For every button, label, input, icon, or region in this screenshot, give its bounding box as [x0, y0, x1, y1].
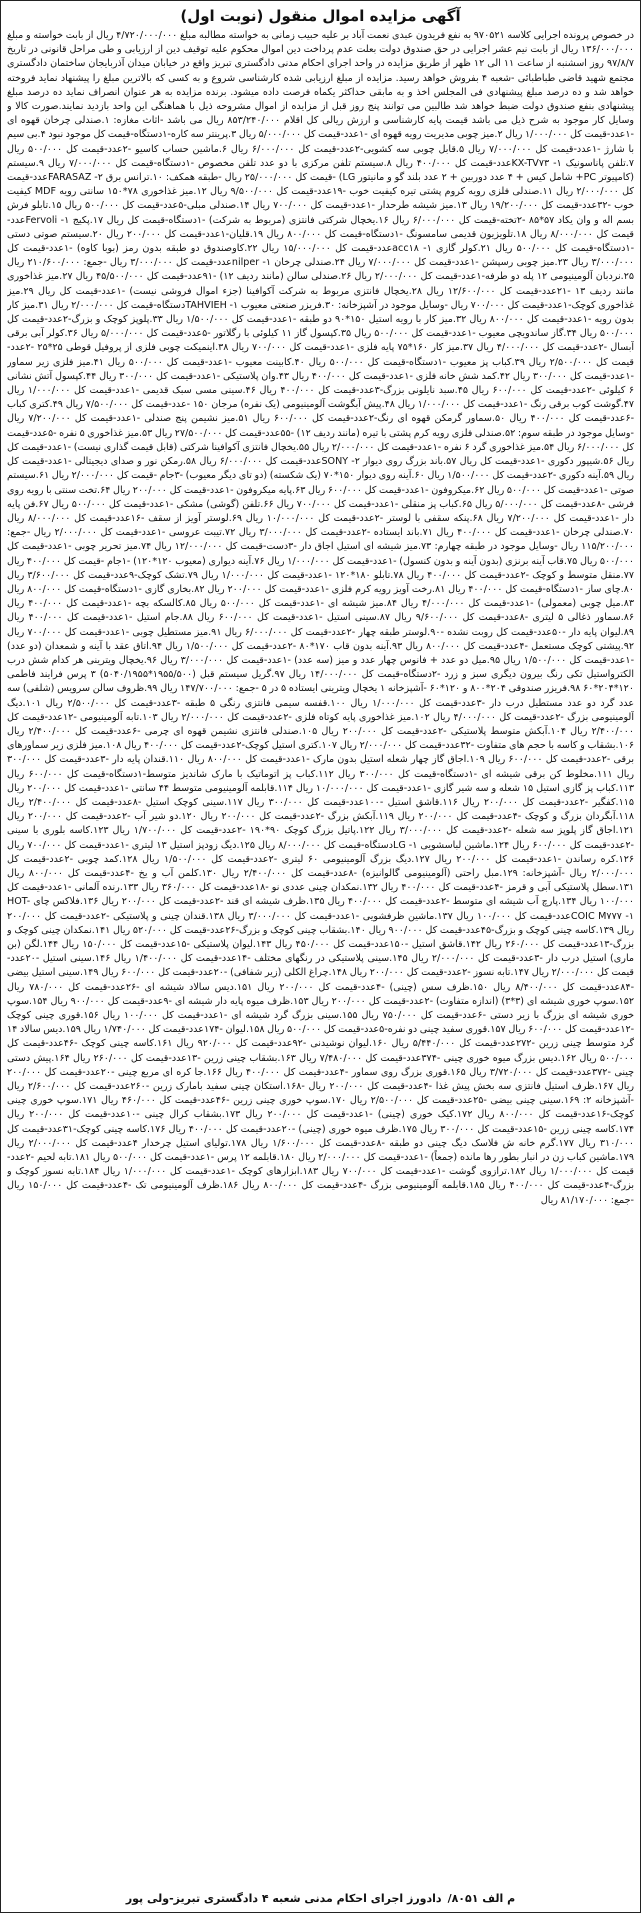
notice-signature: دادورز اجرای احکام مدنی شعبه ۴ دادگستری تبریز-ولی پور	[125, 1891, 442, 1905]
notice-header	[7, 5, 634, 27]
notice-body	[7, 29, 634, 1886]
notice-footer	[7, 1888, 634, 1908]
notice-title: آگهی مزایده اموال منقول (نوبت اول)	[180, 7, 461, 25]
notice-paragraph: در خصوص پرونده اجرایی کلاسه ۹۷۰۵۲۱ به نفع فریدون عبدی نعمت آباد بر علیه حبیب زمانی به خواسته مطالبه مبلغ ۴/۷۲۰/۰۰۰/۰۰۰ ریال از بابت خواسته و مبلغ ۱۳۶/۰۰۰/۰۰۰ ریال از بابت نیم عشر اجرایی در حق صندوق دولت بعلت عدم پرداخت دین اموال محکوم علیه توقیف دین از ارزیابی و طی مراحل قانونی در تاریخ ۹۷/۸/۷ روز اسشنبه از ساعت ۱۱ الی ۱۲ ظهر از طریق مزایده در واحد اجرای احکام مدنی دادگستری تبریز واقع در خیابان میدان آذربایجان ساختمان دادگستری مجتمع شهید قاضی طباطبائی -شعبه ۴ بفروش خواهد رسید. مزایده از مبلغ ارزیابی شده کارشناسی شروع و به کسی که بالاترین مبلغ را پیشنهاد نماید فروخته خواهد شد و ده درصد مبلغ پیشنهادی فی المجلس اخذ و به مابقی حداکثر یکماه فرصت داده میشود. برنده مزایده به هر عنوان انصراف نماید ده درصد مبلغ پیشنهادی بنفع صندوق دولت ضبط خواهد شد طالبین می توانند پنج روز قبل از مزایده از اموال مشروحه ذیل با هماهنگی این واحد بازدید نمایند.صورت کالا و وسایل کار موجود به شرح ذیل می باشد قیمت پایه کارشناسی و ارزش ریالی کل اقلام ۸۵۳/۲۴۰/۰۰۰ ریال می باشد -اثاث مغازه: ۱.صندلی چرخان قهوه ای -۱عدد-قیمت کل ۱/۰۰۰/۰۰۰ ریال ۲.میز چوبی مدیریت رویه قهوه ای -۱عدد-قیمت کل ۵/۰۰۰/۰۰۰ ریال ۳.پرینتر سه کاره-۱دستگاه-قیمت کل موجود نبود ۴.بی سیم با شارژ -۱عدد-قیمت کل ۷/۰۰۰/۰۰۰ ریال ۵.قابل چوبی سه کشویی-۲عدد-قیمت کل ۶/۰۰۰/۰۰۰ ریال ۶.ماشین حساب کاسیو -۲عدد-قیمت کل ۵۰۰/۰۰۰ ریال ۷.تلفن پاناسونیک KX-TV۷۳ -۱عدد-قیمت کل ۴۰۰/۰۰۰ ریال ۸.سیستم تلفن مرکزی با دو عدد تلفن مخصوص -۱دستگاه-قیمت کل ۷/۰۰۰/۰۰۰ ریال ۹.سیستم (کامپیوتر PC+ شامل کیس + ۴ عدد دوربین + ۲ عدد بلند گو و مانیتور LG) -قیمت کل ۲۵/۰۰۰/۰۰۰ ریال -طبقه همکف: ۱۰.ترانس برق FARASAZ -۲عدد-قیمت کل ۲/۰۰۰/۰۰۰ ریال ۱۱.صندلی فلزی رویه کروم پشتی تیره کیفیت خوب -۱۹عدد-قیمت کل ۹/۵۰۰/۰۰۰ ریال ۱۲.میز غذاخوری ۷۸*۱۵۰ سانتی رویه MDF کیفیت خوب -۳۲عدد-قیمت کل ۱۹/۲۰۰/۰۰۰ ریال ۱۳.میز شیشه طرحدار -۱عدد-قیمت کل ۷۰۰/۰۰۰ ریال ۱۴.صندلی مبلی-۵عدد-قیمت کل ۵۰۰/۰۰۰ ریال ۱۵.تابلو فرش بسم اله و وان یکاد ۵۷*۸۵ -۲تخته-قیمت کل ۶/۰۰۰/۰۰۰ ریال ۱۶.یخچال شرکتی فانتزی (مربوط به شرکت) -۱دستگاه-قیمت کل ریال ۱۷.پکیج Fervoli -۱عدد-قیمت کل ۸/۰۰۰/۰۰۰ ریال ۱۸.تلویزیون قدیمی سامسونگ -۱دستگاه-قیمت کل ۸۰۰/۰۰۰ ریال ۱۹.قلیان-۱عدد-قیمت کل ۲۰۰/۰۰۰ ریال ۲۰.سیستم صوتی دستی -۱دستگاه-قیمت کل ۵۰۰/۰۰۰ ریال ۲۱.کولر گازی acc۱۸ -۱عدد-قیمت کل ۱۵/۰۰۰/۰۰۰ ریال ۲۲.کاوصندوق دو طبقه بدون رمز (بوبا کاوه) -۱عدد-قیمت کل ۳/۰۰۰/۰۰۰ ریال ۲۳.میز چوبی رسپشن -۱عدد-قیمت کل ۷/۰۰۰/۰۰۰ ریال ۲۴.صندلی چرخان nilper -۱عدد-قیمت کل ۳/۰۰۰/۰۰۰ ریال -جمع: ۲۱۰/۶۰۰/۰۰۰ ریال ۲۵.نردبان آلومینیومی ۱۲ پله دو طرفه-۱عدد-قیمت کل ۲/۰۰۰/۰۰۰ ریال ۲۶.صندلی سالن (مانند ردیف ۱۲) -۹۱عدد-قیمت کل ۴۵/۵۰۰/۰۰۰ ریال ۲۷.میز غذاخوری مانند ردیف ۱۳ -۲۱عدد-قیمت کل ۱۲/۶۰۰/۰۰۰ ریال ۲۸.یخچال فانتزی مربوط به شرکت آکوافینا (جزء اموال فروشی نیست) -۱عدد-قیمت کل ریال ۲۹.میز غذاخوری کوچک-۱عدد-قیمت کل ۷۰۰/۰۰۰ ریال -وسایل موجود در آشپزخانه: ۳۰.فریزر صنعتی معیوب TAHVIEH -۱دستگاه-قیمت کل ۲/۰۰۰/۰۰۰ ریال ۳۱.میز کار بدون رویه -۱عدد-قیمت کل ۸۰۰/۰۰۰ ریال ۳۲.میز کار با رویه استیل ۱۵۰*۹۰ دو طبقه -۱عدد-قیمت کل ۱/۵۰۰/۰۰۰ ریال ۳۳.پلوپز کوچک و بزرگ-۲عدد-قیمت کل ۵۰۰/۰۰۰ ریال ۳۴.گاز ساندویچی معیوب -۱عدد-قیمت کل ۵۰۰/۰۰۰ ریال ۳۵.کپسول گاز ۱۱ کیلوئی با رگلاتور -۵عدد-قیمت کل ۵/۰۰۰/۰۰۰ ریال ۳۶.کولر آبی برقی آبسال -۲عدد-قیمت کل ۴/۰۰۰/۰۰۰ ریال ۳۷.میز کار ۱۶۰*۷۵ پایه فلزی -۱عدد-قیمت کل ۷۰۰/۰۰۰ ریال ۳۸.اینمیکت چوبی فلزی از پروفیل قوطی ۲۵*۲۵ -۲عدد-قیمت کل ۲/۵۰۰/۰۰۰ ریال ۳۹.کباب پز معیوب -۱دستگاه-قیمت کل ۵۰۰/۰۰۰ ریال ۴۰.کابینت معیوب -۱عدد-قیمت کل ۵۰۰/۰۰۰ ریال ۴۱.میز فلزی زیر سماور -۱عدد-قیمت کل ۳۰۰/۰۰۰ ریال ۴۲.کمد شش خانه فلزی -۱عدد-قیمت کل ۴۰۰/۰۰۰ ریال ۴۳.وان پلاستیکی -۱عدد-قیمت کل ۳۰۰/۰۰۰ ریال ۴۴.کپسول آتش نشانی ۶ کیلوئی -۲عدد-قیمت کل ۶۰۰/۰۰۰ ریال ۴۵.سبد نایلونی بزرگ-۳عدد-قیمت کل ۴۰۰/۰۰۰ ریال ۴۶.سینی مسی سبک قدیمی -۱عدد-قیمت کل ۱/۰۰۰/۰۰۰ ریال ۴۷.گوشت کوب برقی رنگ -۱عدد-قیمت کل ۱/۰۰۰/۰۰۰ ریال ۴۸.پیش آبگوشت آلومینیومی (یک نفره) مرجان ۱۵۰ -عدد-قیمت کل ۷/۵۰۰/۰۰۰ ریال ۴۹.کتری کباب -۶عدد-قیمت کل ۴۰۰/۰۰۰ ریال ۵۰.سماور گرمکن قهوه ای رنگ-۲عدد-قیمت کل ۶۰۰/۰۰۰ ریال ۵۱.میز نشیمن پنج صندلی -۱عدد-قیمت کل ۷/۲۰۰/۰۰۰ ریال -وسایل موجود در طبقه سوم: ۵۲.صندلی فلزی رویه کرم پشتی با تیره (مانند ردیف ۱۲) -۵۵عدد-قیمت کل ۲۷/۵۰۰/۰۰۰ ریال ۵۳.میز غذاخوری ۵ نفره -۵عدد-قیمت کل ۶/۰۰۰/۰۰۰ ریال ۵۴.میز غذاخوری گرد ۶ نفره -۱عدد-قیمت کل ۲/۰۰۰/۰۰۰ ریال ۵۵.یخچال فانتزی آکوافینا شرکتی (قابل قیمت گذاری نیست) -۱عدد-قیمت کل ریال ۵۶.شیپور دکوری -۱عدد-قیمت کل ریال ۵۷.باند بزرگ روی دیوار SONY -۲عدد-قیمت کل ۶/۰۰۰/۰۰۰ ریال ۵۸.رمکن نور و صدای دیجیتالی -۱عدد-قیمت کل ریال ۵۹.آینه دکوری -۲عدد-قیمت کل ۱/۵۰۰/۰۰۰ ریال ۶۰.آینه روی دیوار ۱۵۰*۷۰ (یک شکسته) (دو تای دیگر معیوب) -۳جام -قیمت کل ۲/۰۰۰/۰۰۰ ریال ۶۱.سیستم صوتی -۱عدد-قیمت کل ۵۰۰/۰۰۰ ریال ۶۲.میکروفون -۱عدد-قیمت کل ۶۰۰/۰۰۰ ریال ۶۳.پایه میکروفون -۱عدد-قیمت کل ۲۰۰/۰۰۰ ریال ۶۴.تخت سنتی با رویه روی فرشی -۸عدد-قیمت کل ۵/۰۰۰/۰۰۰ ریال ۶۵.کباب پز منقلی -۱عدد-قیمت کل ۷۰۰/۰۰۰ ریال ۶۶.تلفن (گوشی) مشکی -۱عدد-قیمت کل ۵۰۰/۰۰۰ ریال ۶۷.فن پایه دار -۱عدد-قیمت کل ۷/۲۰۰/۰۰۰ ریال ۶۸.پنکه سقفی با لوستر -۲عدد-قیمت کل ۱۰/۰۰۰/۰۰۰ ریال ۶۹.لوستر آویز از سقف -۱۶عدد-قیمت کل ۸/۰۰۰/۰۰۰ ریال ۷۰.صندلی چرخان -۱عدد-قیمت کل ۴۰۰/۰۰۰ ریال ۷۱.باند ایستاده -۲عدد-قیمت کل ۳/۰۰۰/۰۰۰ ریال ۷۲.تیبت عروسی -۱عدد-قیمت کل ۲/۰۰۰/۰۰۰ ریال -جمع: ۱۱۵/۲۰۰/۰۰۰ ریال -وسایل موجود در طبقه چهارم: ۷۳.میز شیشه ای استیل اجاق دار -۳دست-قیمت کل ۱۲/۰۰۰/۰۰۰ ریال ۷۴.میز تحریر چوبی -۱عدد-قیمت کل ۵۰۰/۰۰۰ ریال ۷۵.قاب آینه برنزی (بدون آینه و بدون کنسول) -۱عدد-قیمت کل ۱/۰۰۰/۰۰۰ ریال ۷۶.آینه دیواری (معیوب ۱۲۰*۱۲۰) -۱جام -قیمت کل ۴۰۰/۰۰۰ ریال ۷۷.منقل متوسط و کوچک -۲عدد-قیمت کل ۴۰۰/۰۰۰ ریال ۷۸.تابلو ۱۸۰*۱۲۰ -۱عدد-قیمت کل ۱/۰۰۰/۰۰۰ ریال ۷۹.تشک کوچک-۹عدد-قیمت کل ۳/۶۰۰/۰۰۰ ریال ۸۰.چای ساز -۱دستگاه-قیمت کل ۴۰۰/۰۰۰ ریال ۸۱.رخت آویز رویه کرم فلزی -۱عدد-قیمت کل ۲۰۰/۰۰۰ ریال ۸۲.بخاری گازی -۱دستگاه-قیمت کل ۸۰۰/۰۰۰ ریال ۸۳.میل چوبی (معمولی) -۱عدد-قیمت کل ۴/۰۰۰/۰۰۰ ریال ۸۴.میز شیشه ای -۱عدد-قیمت کل ۵۰۰/۰۰۰ ریال ۸۵.کالسکه بچه -۱عدد-قیمت کل ۴۰۰/۰۰۰ ریال ۸۶.سماور ذغالی ۵ لیتری -۸عدد-قیمت کل ۹/۶۰۰/۰۰۰ ریال ۸۷.سینی استیل -۱عدد-قیمت کل ۶۰۰/۰۰۰ ریال ۸۸.جام استیل -۱عدد-قیمت کل ۴۰۰/۰۰۰ ریال ۸۹.لیوان پایه دار -۵۰عدد-قیمت کل روبت نشده -۹۰.لوستر طبقه چهار -۲عدد-قیمت کل ۶/۰۰۰/۰۰۰ ریال ۹۱.میز مستطیل چوبی -۱عدد-قیمت کل ۷۰۰/۰۰۰ ریال ۹۲.پیشتی کوچک مستعمل -۴عدد-قیمت کل ۸۰۰/۰۰۰ ریال ۹۳.آینه بدون قاب ۱۷۰*۸۰ -۲عدد-قیمت کل ۱/۵۰۰/۰۰۰ ریال ۹۴.اتاق عقد با آینه و شمعدان (دو عدد) -۱عدد-قیمت کل ۱/۵۰۰/۰۰۰ ریال ۹۵.میل دو عدد + فانوس چهار عدد و میز (سه عدد) -۱عدد-قیمت کل ۳/۰۰۰/۰۰۰ ریال ۹۶.یخچال ویترینی هر کدام شش درب الکترواستیل تکی رنگ بیرون دیگری سبز و زرد -۲دستگاه-قیمت کل ۱۴/۰۰۰/۰۰۰ ریال ۹۷.گریل سیستم قبل (۱۹۵۵/۵۰۰*۵۰۴۰/۱۹۵۵) ۳ پرس فرایند فاطمی ۱۲۰*۲۰۴*۶۰ ۹۸.فریزر صندوقی ۲۰۴*۸۰۰ و ۱۲۰*۶۰ -آشپزخانه ۱ یخچال ویترینی ایستاده ۵ در ۵ -جمع: ۱۴۷/۷۰۰/۰۰۰ ریال ۹۹.ظروف سالن سرویس (شلفی) سه عدد گرد دو عدد مستطیل درب دار -۳عدد-قیمت کل ۱/۰۰۰/۰۰۰ ریال ۱۰۰.قفسه سیمی فانتزی رنگی ۵ طبقه -۳عدد-قیمت کل ۲/۵۰۰/۰۰۰ ریال ۱۰۱.دیگ آلومینیومی بزرگ -۲عدد-قیمت کل ۴/۰۰۰/۰۰۰ ریال ۱۰۲.میز غذاخوری پایه کوتاه فلزی -۲عدد-قیمت کل ۲/۰۰۰/۰۰۰ ریال ۱۰۳.تابه آلومینیومی -۱۲عدد-قیمت کل ۲/۴۰۰/۰۰۰ ریال ۱۰۴.آبکش متوسط پلاستیکی -۲عدد-قیمت کل ۲۰۰/۰۰۰ ریال ۱۰۵.صندلی فانتزی نشیمن قهوه ای چرمی -۶عدد-قیمت کل ۲/۴۰۰/۰۰۰ ریال ۱۰۶.بشقاب و کاسه با حجم های متفاوت -۳۲عدد-قیمت کل ۲/۰۰۰/۰۰۰ ریال ۱۰۷.کتری استیل کوچک-۲عدد-قیمت کل ۴۰۰/۰۰۰ ریال ۱۰۸.میز فلزی زیر سماورهای برقی -۲عدد-قیمت کل ۶۰۰/۰۰۰ ریال ۱۰۹.اجاق گاز چهار شعله استیل بدون مارک -۱عدد-قیمت کل ۸۰۰/۰۰۰ ریال ۱۱۰.قندان پایه دار -۳عدد-قیمت کل ۳۰۰/۰۰۰ ریال ۱۱۱.مخلوط کن برقی شیشه ای -۱دستگاه-قیمت کل ۳۰۰/۰۰۰ ریال ۱۱۲.کباب پز اتوماتیک با مارک شاندیز متوسط-۱دستگاه-قیمت کل ۶۰۰/۰۰۰ ریال ۱۱۳.کباب پز گازی استیل ۱۵ شعله و سه شیر گازی -۱عدد-قیمت کل ۱۰/۰۰۰/۰۰۰ ریال ۱۱۴.قابلمه آلومینیومی متوسط ۴۴ سانتی -۱عدد-قیمت کل ۲۰۰/۰۰۰ ریال ۱۱۵.کفگیر -۲عدد-قیمت کل ۲۰۰/۰۰۰ ریال ۱۱۶.قاشق استیل -۱۰۰عدد-قیمت کل ۳۰۰/۰۰۰ ریال ۱۱۷.سینی کوچک استیل -۸عدد-قیمت کل ۲/۴۰۰/۰۰۰ ریال ۱۱۸.آبگردان بزرگ و کوچک -۴عدد-قیمت کل ۲۰۰/۰۰۰ ریال ۱۱۹.آبکش بزرگ -۲عدد-قیمت کل ۲۰۰/۰۰۰ ریال ۱۲۰.دو شیر آب -۲عدد-قیمت کل ۲۰۰/۰۰۰ ریال ۱۲۱.اجاق گاز پلوپز سه شعله -۲عدد-قیمت کل ۳/۰۰۰/۰۰۰ ریال ۱۲۲.پاتیل بزرگ کوچک ۹۰*۱۹۰ -۲عدد-قیمت کل ۱/۷۰۰/۰۰۰ ریال ۱۲۳.کاسه بلوری با سینی -۲عدد-قیمت کل ۶۰۰/۰۰۰ ریال ۱۲۴.ماشین لباسشویی LG -۱دستگاه-قیمت کل ۸/۰۰۰/۰۰۰ ریال ۱۲۵.دیگ زودپز استیل ۱۳ لیتری -۱عدد-قیمت کل ۷۰۰/۰۰۰ ریال ۱۲۶.کره رساندن -۱عدد-قیمت کل ۲۰۰/۰۰۰ ریال ۱۲۷.دیگ بزرگ آلومینیومی ۶۰ لیتری -۲عدد-قیمت کل ۱/۵۰۰/۰۰۰ ریال ۱۲۸.کمد چوبی -۲عدد-قیمت کل ۲/۰۰۰/۰۰۰ ریال -آشپزخانه: ۱۲۹.مبل راحتی (آلومینیومی گالوانیزه) -۸عدد-قیمت کل ۲/۴۰۰/۰۰۰ ریال ۱۳۰.کلمن آب و یخ -۴عدد-قیمت کل ۸۰۰/۰۰۰ ریال ۱۳۱.سطل پلاستیکی آبی و قرمز -۴عدد-قیمت کل ۴۰۰/۰۰۰ ریال ۱۳۲.نمکدان چینی عددی نو -۱۸عدد-قیمت کل ۳۶۰/۰۰۰ ریال ۱۳۳.رنده آلمانی -۱عدد-قیمت کل ۱۰۰/۰۰۰ ریال ۱۳۴.پارچ آب شیشه ای متوسط -۲عدد-قیمت کل ۴۰۰/۰۰۰ ریال ۱۳۵.ظرف شیشه ای قند -۲عدد-قیمت کل ۲۰۰/۰۰۰ ریال ۱۳۶.فلاکس چای HOT-COIC M۷۷۷ -۱عدد-قیمت کل ۱۰۰/۰۰۰ ریال ۱۳۷.ماشین ظرفشویی -۱عدد-قیمت کل ۳/۰۰۰/۰۰۰ ریال ۱۳۸.قندان چینی و پلاستیکی -۲عدد-قیمت کل ۲۰۰/۰۰۰ ریال ۱۳۹.کاسه چینی کوچک و بزرگ-۴۵عدد-قیمت کل ۹۰۰/۰۰۰ ریال ۱۴۰.بشقاب چینی کوچک و بزرگ-۲۶عدد-قیمت کل ۵۲۰/۰۰۰ ریال ۱۴۱.نمکدان چینی کوچک و بزرگ-۱۳عدد-قیمت کل ۲۶۰/۰۰۰ ریال ۱۴۲.قاشق استیل -۱۵۰عدد-قیمت کل ۴۵۰/۰۰۰ ریال ۱۴۳.لیوان پلاستیکی -۱۵عدد-قیمت کل ۱۵۰/۰۰۰ ریال ۱۴۴.لگن (بن ماری) استیل درب دار -۳عدد-قیمت کل ۲/۰۰۰/۰۰۰ ریال ۱۴۵.سینی پلاستیکی در رنگهای مختلف -۱۴عدد-قیمت کل ۱/۴۰۰/۰۰۰ ریال ۱۴۶.سینی استیل -۲۰عدد-قیمت کل ۲/۰۰۰/۰۰۰ ریال ۱۴۷.تابه نسوز -۲عدد-قیمت کل ۲۰۰/۰۰۰ ریال ۱۴۸.چراغ الکلی (زیر شفافی) -۲۰عدد-قیمت کل ۶۰۰/۰۰۰ ریال ۱۴۹.سینی استیل بیضی -۸۴عدد-قیمت کل ۸/۴۰۰/۰۰۰ ریال ۱۵۰.ظرف سس (چینی) -۴عدد-قیمت کل ۲۰۰/۰۰۰ ریال ۱۵۱.دیس سالاد شیشه ای -۲۶عدد-قیمت کل ۷۸۰/۰۰۰ ریال ۱۵۲.سوپ خوری شیشه ای (۳*۳) (اندازه متفاوت) -۲عدد-قیمت کل ۲۰۰/۰۰۰ ریال ۱۵۳.ظرف میوه پایه دار شیشه ای -۹عدد-قیمت کل ۹۰۰/۰۰۰ ریال ۱۵۴.سوپ خوری شیشه ای بزرگ با زیر دستی -۶عدد-قیمت کل ۷۵۰/۰۰۰ ریال ۱۵۵.سینی بزرگ گرد شیشه ای -۱عدد-قیمت کل ۱۰۰/۰۰۰ ریال ۱۵۶.قوری چینی کوچک -۱۲عدد-قیمت کل ۶۰۰/۰۰۰ ریال ۱۵۷.قوری سفید چینی دو نفره-۵عدد-قیمت کل ۵۰۰/۰۰۰ ریال ۱۵۸.لیوان -۱۷۴عدد-قیمت کل ۱/۷۴۰/۰۰۰ ریال ۱۵۹.دیس سالاد ۱۴ گرد متوسط چینی زرین -۲۷۲عدد-قیمت کل ۵/۴۴۰/۰۰۰ ریال ۱۶۰.لیوان نوشیدنی -۹۲عدد-قیمت کل ۹۲۰/۰۰۰ ریال ۱۶۱.کاسه چینی کوچک -۴۶عدد-قیمت کل ۵۰۰/۰۰۰ ریال ۱۶۲.دیس بزرگ میوه خوری چینی -۳۷۴عدد-قیمت کل ۷/۴۸۰/۰۰۰ ریال ۱۶۳.بشقاب چینی زرین -۱۳عدد-قیمت کل ۲۶۰/۰۰۰ ریال ۱۶۴.پیش دستی چینی -۳۷۲عدد-قیمت کل ۳/۷۲۰/۰۰۰ ریال ۱۶۵.قوری بزرگ روی سماور -۴عدد-قیمت کل ۴۰۰/۰۰۰ ریال ۱۶۶.جا کره ای مربع چینی -۲۰عدد-قیمت کل ۲۰۰/۰۰۰ ریال ۱۶۷.ظرف استیل فانتزی سه بخش پیش غذا -۴عدد-قیمت کل ۲۰۰/۰۰۰ ریال -۱۶۸.استکان چینی سفید بامارک زرین -۲۶۰عدد-قیمت کل ۲/۶۰۰/۰۰۰ ریال -آشپزخانه ۲: ۱۶۹.سینی چینی بیضی -۲۵عدد-قیمت کل ۲/۵۰۰/۰۰۰ ریال ۱۷۰.سوپ خوری چینی زرین -۴۶عدد-قیمت کل ۴۶۰/۰۰۰ ریال ۱۷۱.سوپ خوری چینی کوچک-۱۶عدد-قیمت کل ۸۰۰/۰۰۰ ریال ۱۷۲.کیک خوری (چینی) -۱عدد-قیمت کل ۲۰۰/۰۰۰ ریال ۱۷۳.بشقاب کرال چینی -۱۰عدد-قیمت کل ۲۰۰/۰۰۰ ریال ۱۷۴.کاسه چینی زرین -۱۵عدد-قیمت کل ۳۰۰/۰۰۰ ریال ۱۷۵.ظرف میوه خوری (چینی) -۲۰عدد-قیمت کل ۴۰۰/۰۰۰ ریال ۱۷۶.کاسه چینی کوچک-۳۱عدد-قیمت کل ۳۱۰/۰۰۰ ریال ۱۷۷.گرم خانه ش فلاسک دیگ چینی دو طبقه -۸عدد-قیمت کل ۱/۶۰۰/۰۰۰ ریال ۱۷۸.تولیای استیل چرخدار ۴عدد-قیمت کل ۲/۰۰۰/۰۰۰ ریال ۱۷۹.ماشین کباب زن در انبار بطور رها مانده (جمعاً) -۱عدد-قیمت کل ۲/۰۰۰/۰۰۰ ریال ۱۸۰.قابلمه ۱۲ پرس -۱عدد-قیمت کل ۵۰۰/۰۰۰ ریال ۱۸۱.تابه لحیم -۲عدد-قیمت کل ۱/۰۰۰/۰۰۰ ریال ۱۸۲.ترازوی گوشت -۱عدد-قیمت کل ۷۰۰/۰۰۰ ریال ۱۸۳.ابزارهای کوچک -۱عدد-قیمت کل ۱/۰۰۰/۰۰۰ ریال ۱۸۴.تابه نسوز کوچک و بزرگ-۴عدد-قیمت کل ۴۰۰/۰۰۰ ریال ۱۸۵.قابلمه آلومینیومی بزرگ -۴عدد-قیمت کل ۸۰۰/۰۰۰ ریال ۱۸۶.ظرف آلومینیومی تک -۴عدد-قیمت کل ۱۵۰/۰۰۰ ریال -جمع: ۸۱/۱۷۰/۰۰۰ ریال	[7, 30, 634, 1206]
notice-reference: م الف ۸۰۵۱/	[447, 1891, 516, 1905]
